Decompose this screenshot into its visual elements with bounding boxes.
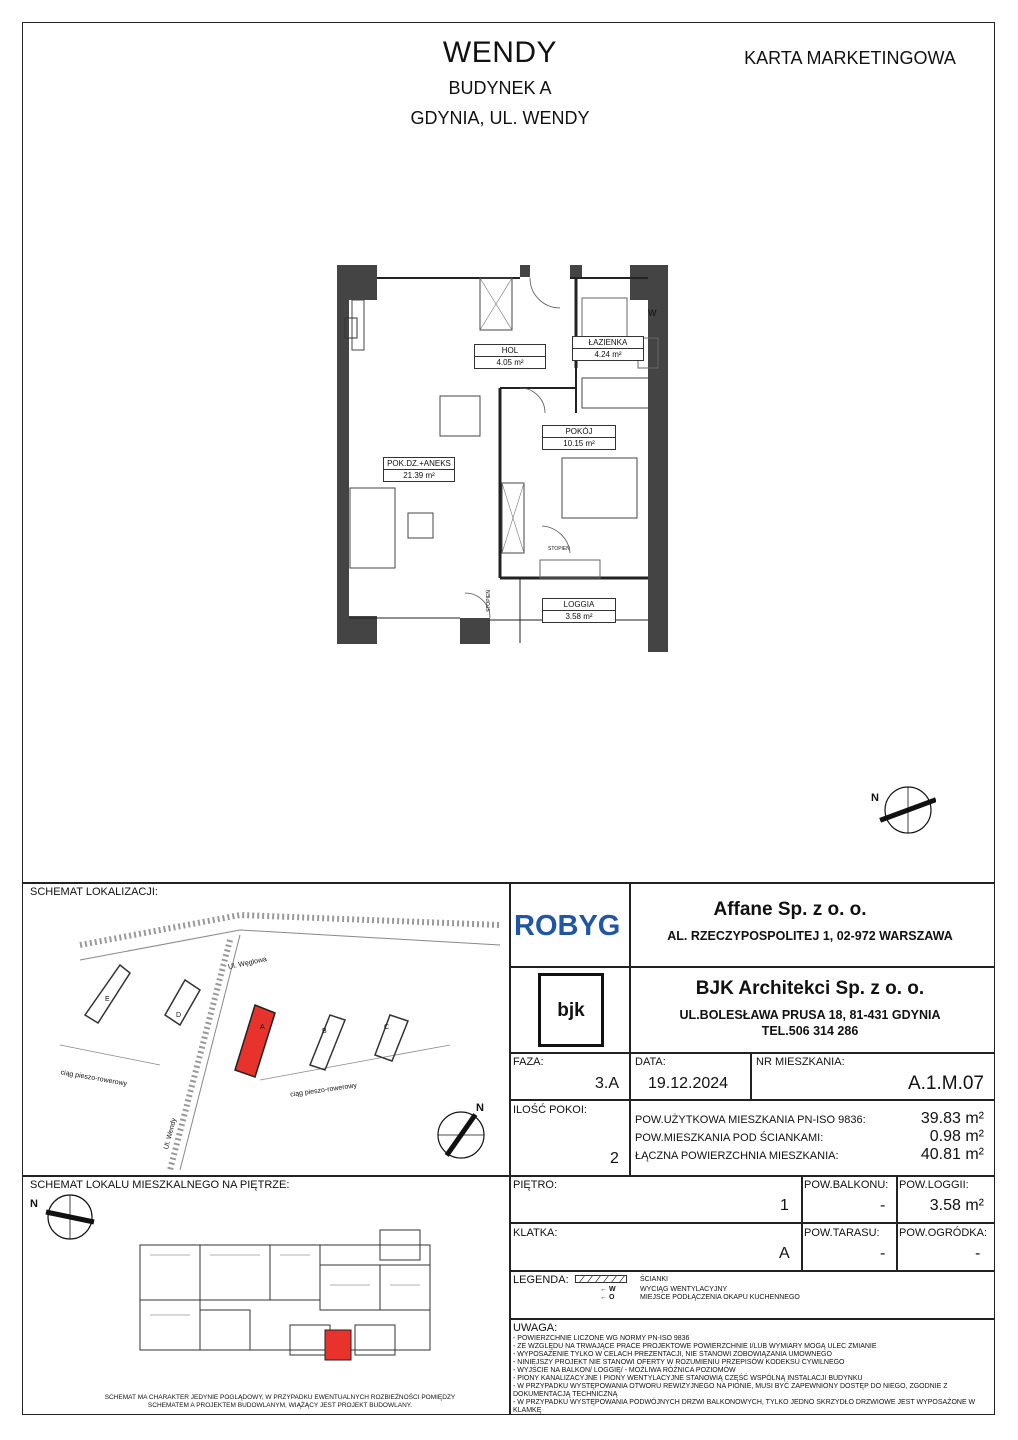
divider — [509, 1175, 995, 1177]
compass-icon — [40, 1192, 102, 1242]
building-label: A — [260, 1024, 265, 1031]
location-title: SCHEMAT LOKALIZACJI: — [30, 886, 158, 898]
architect-name: BJK Architekci Sp. z o. o. — [695, 978, 925, 999]
divider — [509, 1222, 995, 1224]
developer-address: AL. RZECZYPOSPOLITEJ 1, 02-972 WARSZAWA — [667, 929, 953, 943]
legend-title: LEGENDA: — [513, 1274, 569, 1286]
room-loggia: LOGGIA 3.58 m² — [542, 598, 616, 623]
divider — [22, 1175, 510, 1177]
divider — [801, 1175, 803, 1270]
building-label: C — [384, 1024, 390, 1031]
divider — [896, 1175, 898, 1270]
pow-laczna-value: 40.81 m² — [920, 1146, 984, 1163]
room-pokoj: POKÓJ 10.15 m² — [542, 425, 616, 450]
wall-block — [337, 265, 377, 300]
notes-list: - POWIERZCHNIE LICZONE WG NORMY PN-ISO 9836 - ZE WZGLĘDU NA TRWAJĄCE PRACE PROJEKTOWE POWIERZCHNIE I/LUB WYMIARY MOGĄ ULEC ZMIANIE - WYPOSAŻENIE TYLKO W CELACH PREZENTACJI, NIE STANOWI ZOBOWIĄZANIA UMOWNEGO - NINIEJSZY PROJEKT NIE STANOWI OFERTY W ROZUMIENIU PRZEPISÓW KODEKSU CYWILNEGO - WYJŚCIE NA BALKON/ LOGGIĘ/ - MOŻLIWA RÓŻNICA POZIOMÓW - PIONY KANALIZACYJNE I PIONY WENTYLACYJNE STANOWIĄ CZĘŚĆ WSPÓLNĄ INSTALACJI BUDYNKU - W PRZYPADKU WYSTĘPOWANIA OTWORU REWIZYJNEGO NA PIONIE, MUSI BYĆ ZAPEWNIONY DOSTĘP DO NIEGO, ZGODNIE Z DOKUMENTACJĄ TECHNICZNĄ - W PRZYPADKU WYSTĘPOWANIA PODWÓJNYCH DRZWI BALKONOWYCH, TYLKO JEDNO SKRZYDŁO DRZWIOWE JEST WYPOSAŻONE W KLAMKĘ — [513, 1335, 976, 1414]
project-title: WENDY — [442, 36, 558, 69]
divider — [509, 882, 511, 1415]
room-pokoj-dzienny: POK.DZ.+ANEKS 21.39 m² — [383, 457, 455, 482]
architect-address: UL.BOLESŁAWA PRUSA 18, 81-431 GDYNIA — [679, 1008, 941, 1022]
divider — [509, 966, 995, 968]
building-label: E — [105, 996, 110, 1003]
divider — [509, 1052, 995, 1054]
loggia-label: POW.LOGGII: — [899, 1179, 969, 1191]
wall-block — [337, 616, 377, 644]
data-value: 19.12.2024 — [648, 1075, 729, 1092]
compass-icon — [866, 782, 936, 838]
svg-text:ROBYG: ROBYG — [514, 910, 621, 942]
faza-label: FAZA: — [513, 1056, 544, 1068]
divider — [509, 1318, 995, 1320]
divider — [509, 1270, 995, 1272]
pow-uzytkowa-value: 39.83 m² — [920, 1110, 984, 1127]
pow-laczna-label: ŁĄCZNA POWIERZCHNIA MIESZKANIA: — [635, 1150, 839, 1162]
pietro-label: PIĘTRO: — [513, 1179, 558, 1191]
building-c-shape — [375, 1015, 408, 1061]
wall-block — [570, 265, 582, 277]
ogrodek-value: - — [975, 1245, 981, 1262]
klatka-label: KLATKA: — [513, 1227, 558, 1239]
north-label: N — [476, 1102, 484, 1114]
vent-mark: W — [648, 308, 657, 318]
balkon-value: - — [880, 1197, 886, 1214]
balkon-label: POW.BALKONU: — [804, 1179, 889, 1191]
wall-hatch-icon — [575, 1275, 627, 1283]
wall-block — [630, 265, 668, 300]
nr-label: NR MIESZKANIA: — [756, 1056, 845, 1068]
path-label: ciąg pieszo-rowerowy — [289, 1082, 358, 1099]
building-a-shape — [235, 1005, 275, 1077]
wall-block — [460, 618, 490, 644]
building-b-shape — [310, 1015, 345, 1070]
legend-item: MIEJSCE PODŁĄCZENIA OKAPU KUCHENNEGO — [640, 1294, 800, 1301]
building-label: B — [322, 1028, 327, 1035]
legend-item: WYCIĄG WENTYLACYJNY — [640, 1286, 728, 1293]
nr-value: A.1.M.07 — [907, 1073, 984, 1094]
bjk-logo: bjk — [538, 973, 604, 1047]
pow-sciankami-value: 0.98 m² — [929, 1128, 984, 1145]
building-name: BUDYNEK A — [448, 78, 552, 98]
card-type: KARTA MARKETINGOWA — [744, 48, 956, 68]
room-hol: HOL 4.05 m² — [474, 344, 546, 369]
notes-title: UWAGA: — [513, 1322, 558, 1334]
project-address: GDYNIA, UL. WENDY — [410, 108, 590, 128]
developer-name: Affane Sp. z o. o. — [713, 899, 867, 920]
klatka-value: A — [779, 1245, 790, 1262]
floor-scheme-note: SCHEMAT MA CHARAKTER JEDYNIE POGLĄDOWY, W PRZYPADKU EWENTUALNYCH ROZBIEŻNOŚCI POMIĘDZY SCHEMATEM A PROJEKTEM BUDOWLANYM, WIĄŻĄCY JEST PROJEKT BUDOWLANY. — [104, 1394, 456, 1409]
divider — [750, 1052, 752, 1099]
apartment-highlight — [325, 1330, 351, 1360]
divider — [629, 882, 631, 1177]
wall-left — [337, 300, 349, 640]
floor-scheme-plan — [130, 1225, 440, 1365]
divider — [509, 1099, 995, 1101]
pokoje-value: 2 — [610, 1150, 619, 1167]
floor-scheme-title: SCHEMAT LOKALU MIESZKALNEGO NA PIĘTRZE: — [30, 1179, 290, 1191]
north-label: N — [871, 792, 879, 804]
street-label: Ul. Węglowa — [227, 956, 268, 972]
building-e-shape — [85, 965, 130, 1023]
path-label: ciąg pieszo-rowerowy — [59, 1069, 128, 1088]
vent-arrow-icon: ← W — [600, 1286, 616, 1293]
building-d-shape — [165, 980, 200, 1025]
data-label: DATA: — [635, 1056, 666, 1068]
taras-label: POW.TARASU: — [804, 1227, 880, 1239]
wall-block — [520, 265, 530, 277]
pow-uzytkowa-label: POW.UŻYTKOWA MIESZKANIA PN-ISO 9836: — [635, 1114, 866, 1126]
room-lazienka: ŁAZIENKA 4.24 m² — [572, 336, 644, 361]
robyg-logo — [512, 905, 627, 945]
legend-item: ŚCIANKI — [640, 1276, 669, 1283]
stopien-label: STOPIEŃ — [485, 590, 492, 612]
ogrodek-label: POW.OGRÓDKA: — [899, 1227, 988, 1239]
apartment-floorplan — [330, 258, 675, 653]
north-label: N — [30, 1198, 38, 1210]
pow-sciankami-label: POW.MIESZKANIA POD ŚCIANKAMI: — [635, 1132, 824, 1144]
building-label: D — [176, 1012, 182, 1019]
pietro-value: 1 — [780, 1197, 789, 1214]
pokoje-label: ILOŚĆ POKOI: — [513, 1104, 587, 1116]
architect-phone: TEL.506 314 286 — [761, 1024, 859, 1038]
loggia-value: 3.58 m² — [929, 1197, 984, 1214]
street-label: Ul. Wendy — [163, 1117, 179, 1151]
hood-arrow-icon: ← O — [600, 1294, 615, 1301]
faza-value: 3.A — [595, 1075, 620, 1092]
taras-value: - — [880, 1245, 886, 1262]
stopien-label: STOPIEŃ — [548, 546, 570, 552]
